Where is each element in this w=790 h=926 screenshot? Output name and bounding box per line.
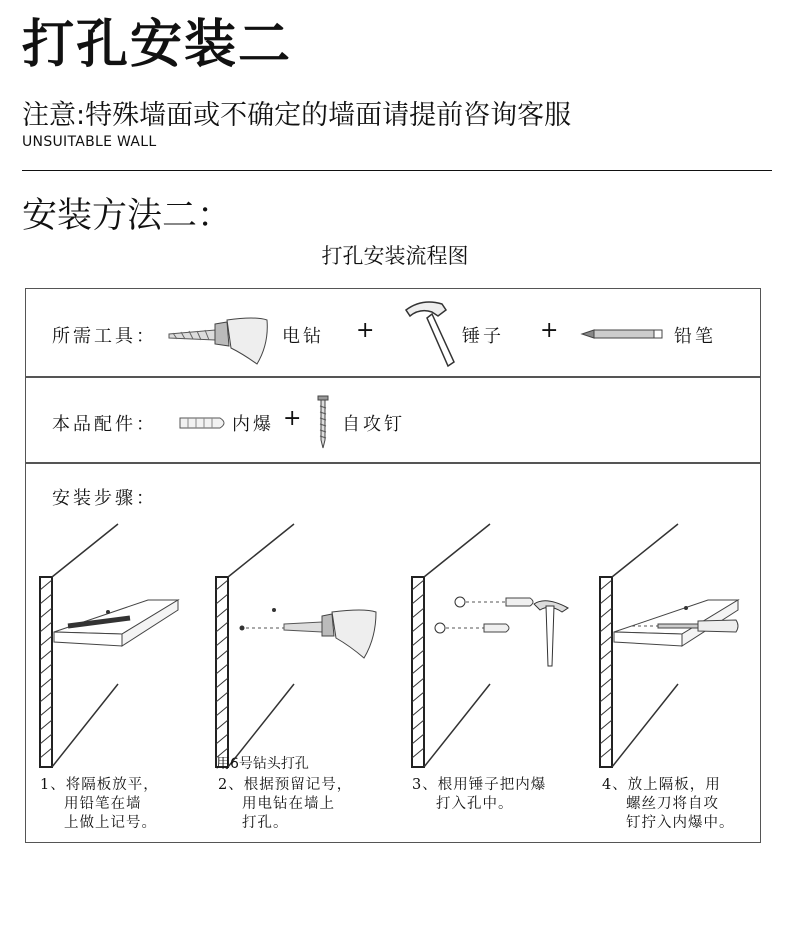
step-2-caption [218,776,352,833]
plus-sign: + [356,318,375,343]
notice-text: 注意:特殊墙面或不确定的墙面请提前咨询客服 [22,100,572,131]
hammer-icon [402,296,458,372]
tool-hammer-label: 锤子 [462,326,504,347]
pencil-icon [580,326,664,342]
plus-sign: + [283,406,302,431]
caption-line: 螺丝刀将自攻 [626,796,719,812]
caption-line: 打入孔中。 [436,796,514,812]
plus-sign: + [540,318,559,343]
self-tapping-screw-icon [314,394,332,452]
flowchart-title: 打孔安装流程图 [321,244,469,268]
caption-line: 4、放上隔板，用 [602,777,721,793]
step-1-illustration [38,520,188,770]
caption-line: 1、将隔板放平， [40,777,159,793]
tool-pencil-label: 铅笔 [674,326,716,347]
caption-line: 上做上记号。 [64,815,157,831]
page-title: 打孔安装二 [22,15,293,75]
step-2-illustration [214,520,394,770]
unsuitable-wall-note: UNSUITABLE WALL [22,134,157,150]
part-anchor-label: 内爆 [232,414,274,435]
caption-line: 钉拧入内爆中。 [626,815,735,831]
step-1-caption [40,776,159,833]
tool-drill-label: 电钻 [282,326,324,347]
tools-label: 所需工具： [52,326,157,347]
step-3-illustration [410,520,580,770]
step-4-illustration [598,520,758,770]
step-4-caption [602,776,735,833]
part-screw-label: 自攻钉 [342,414,405,435]
electric-drill-icon [165,314,275,366]
caption-line: 用铅笔在墙 [64,796,142,812]
caption-line: 用电钻在墙上 [242,796,335,812]
drill-bit-note: 用6号钻头打孔 [216,756,309,772]
caption-line: 打孔。 [242,815,289,831]
divider [22,170,772,171]
parts-label: 本品配件： [52,414,157,435]
wall-anchor-icon [178,412,230,434]
row-divider [25,376,761,378]
row-divider [25,462,761,464]
caption-line: 3、根用锤子把内爆 [412,777,547,793]
steps-label: 安装步骤： [52,488,157,509]
caption-line: 2、根据预留记号， [218,777,353,793]
step-3-caption [412,776,546,814]
method-heading: 安装方法二： [22,196,233,236]
